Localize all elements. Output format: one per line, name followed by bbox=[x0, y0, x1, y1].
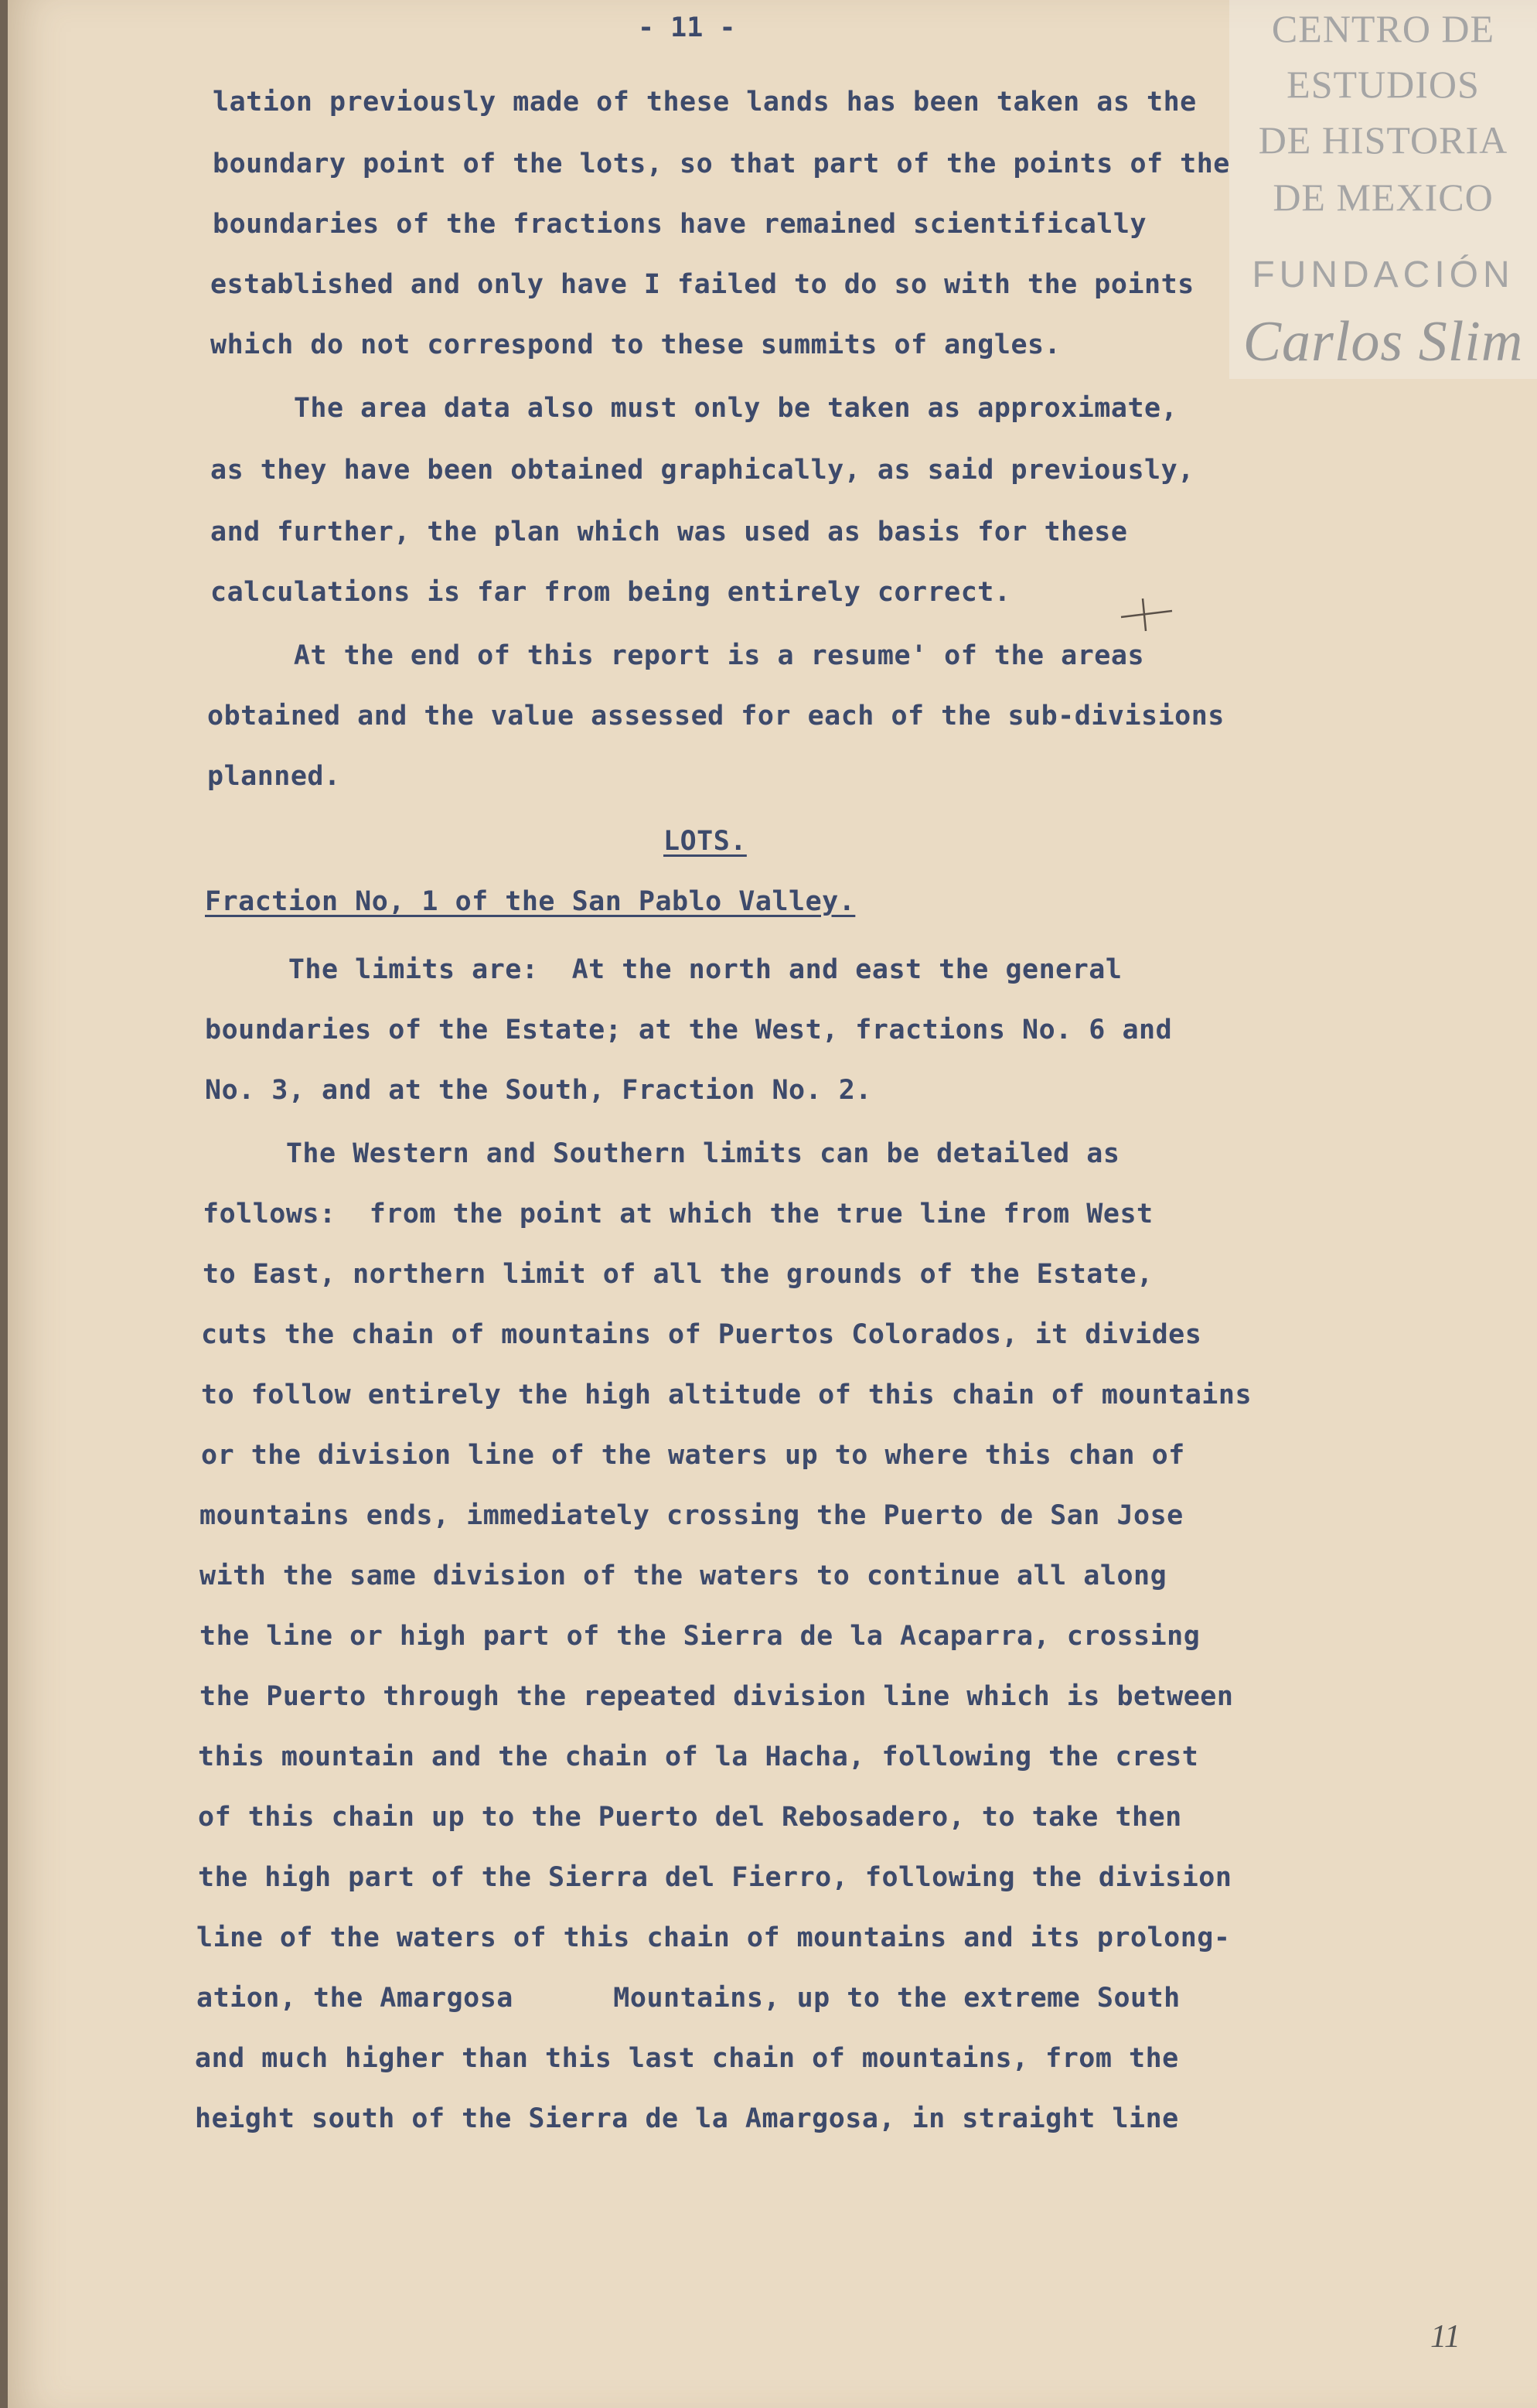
text-line: boundary point of the lots, so that part of the points of the bbox=[213, 148, 1230, 179]
watermark-line: ESTUDIOS bbox=[1287, 63, 1480, 106]
text-line: established and only have I failed to do so with the points bbox=[210, 269, 1194, 300]
text-line: with the same division of the waters to continue all along bbox=[199, 1560, 1167, 1591]
handwritten-page-number: 11 bbox=[1430, 2319, 1460, 2355]
text-line: The area data also must only be taken as approximate, bbox=[210, 393, 1178, 424]
text-line: planned. bbox=[207, 761, 341, 792]
text-line: At the end of this report is a resume' of the areas bbox=[210, 640, 1145, 671]
watermark-line: FUNDACIÓN bbox=[1252, 254, 1515, 295]
text-line: which do not correspond to these summits of angles. bbox=[210, 329, 1062, 360]
text-line: lation previously made of these lands has been taken as the bbox=[213, 87, 1197, 118]
text-line: The limits are: At the north and east the general bbox=[205, 954, 1123, 985]
text-line: and much higher than this last chain of mountains, from the bbox=[195, 2043, 1179, 2074]
text-line: as they have been obtained graphically, as said previously, bbox=[210, 455, 1194, 486]
text-line: to follow entirely the high altitude of this chain of mountains bbox=[201, 1380, 1252, 1410]
watermark-line: DE MEXICO bbox=[1273, 176, 1494, 219]
text-line: the line or high part of the Sierra de la Acaparra, crossing bbox=[199, 1621, 1201, 1652]
section-heading: LOTS. bbox=[663, 826, 747, 857]
text-line: the Puerto through the repeated division line which is between bbox=[199, 1681, 1234, 1712]
archive-watermark bbox=[1229, 0, 1537, 379]
text-line: ation, the Amargosa Mountains, up to the extreme South bbox=[196, 1983, 1181, 2014]
text-line: height south of the Sierra de la Amargosa, in straight line bbox=[195, 2103, 1179, 2134]
text-line: mountains ends, immediately crossing the Puerto de San Jose bbox=[199, 1500, 1184, 1531]
text-line: this mountain and the chain of la Hacha, following the crest bbox=[198, 1741, 1199, 1772]
text-line: line of the waters of this chain of mountains and its prolong- bbox=[196, 1922, 1231, 1953]
text-line: follows: from the point at which the true line from West bbox=[203, 1199, 1154, 1230]
text-line: The Western and Southern limits can be detailed as bbox=[203, 1138, 1120, 1169]
text-line: calculations is far from being entirely correct. bbox=[210, 577, 1011, 608]
text-line: the high part of the Sierra del Fierro, following the division bbox=[198, 1862, 1232, 1893]
text-line: boundaries of the fractions have remained scientifically bbox=[213, 209, 1147, 240]
text-line: of this chain up to the Puerto del Rebosadero, to take then bbox=[198, 1802, 1182, 1833]
subsection-heading: Fraction No, 1 of the San Pablo Valley. bbox=[205, 886, 856, 917]
watermark-line: CENTRO DE bbox=[1271, 7, 1495, 50]
watermark-signature: Carlos Slim bbox=[1242, 310, 1524, 373]
page-number: - 11 - bbox=[638, 12, 736, 43]
pencil-cross-mark bbox=[1115, 591, 1177, 637]
watermark-line: DE HISTORIA bbox=[1258, 118, 1508, 162]
text-line: or the division line of the waters up to where this chan of bbox=[201, 1440, 1185, 1471]
text-line: boundaries of the Estate; at the West, fractions No. 6 and bbox=[205, 1015, 1173, 1045]
text-line: to East, northern limit of all the grounds of the Estate, bbox=[203, 1259, 1154, 1290]
text-line: cuts the chain of mountains of Puertos Colorados, it divides bbox=[201, 1319, 1202, 1350]
text-line: No. 3, and at the South, Fraction No. 2. bbox=[205, 1075, 872, 1106]
text-line: obtained and the value assessed for each of the sub-divisions bbox=[207, 701, 1225, 732]
text-line: and further, the plan which was used as basis for these bbox=[210, 517, 1128, 547]
